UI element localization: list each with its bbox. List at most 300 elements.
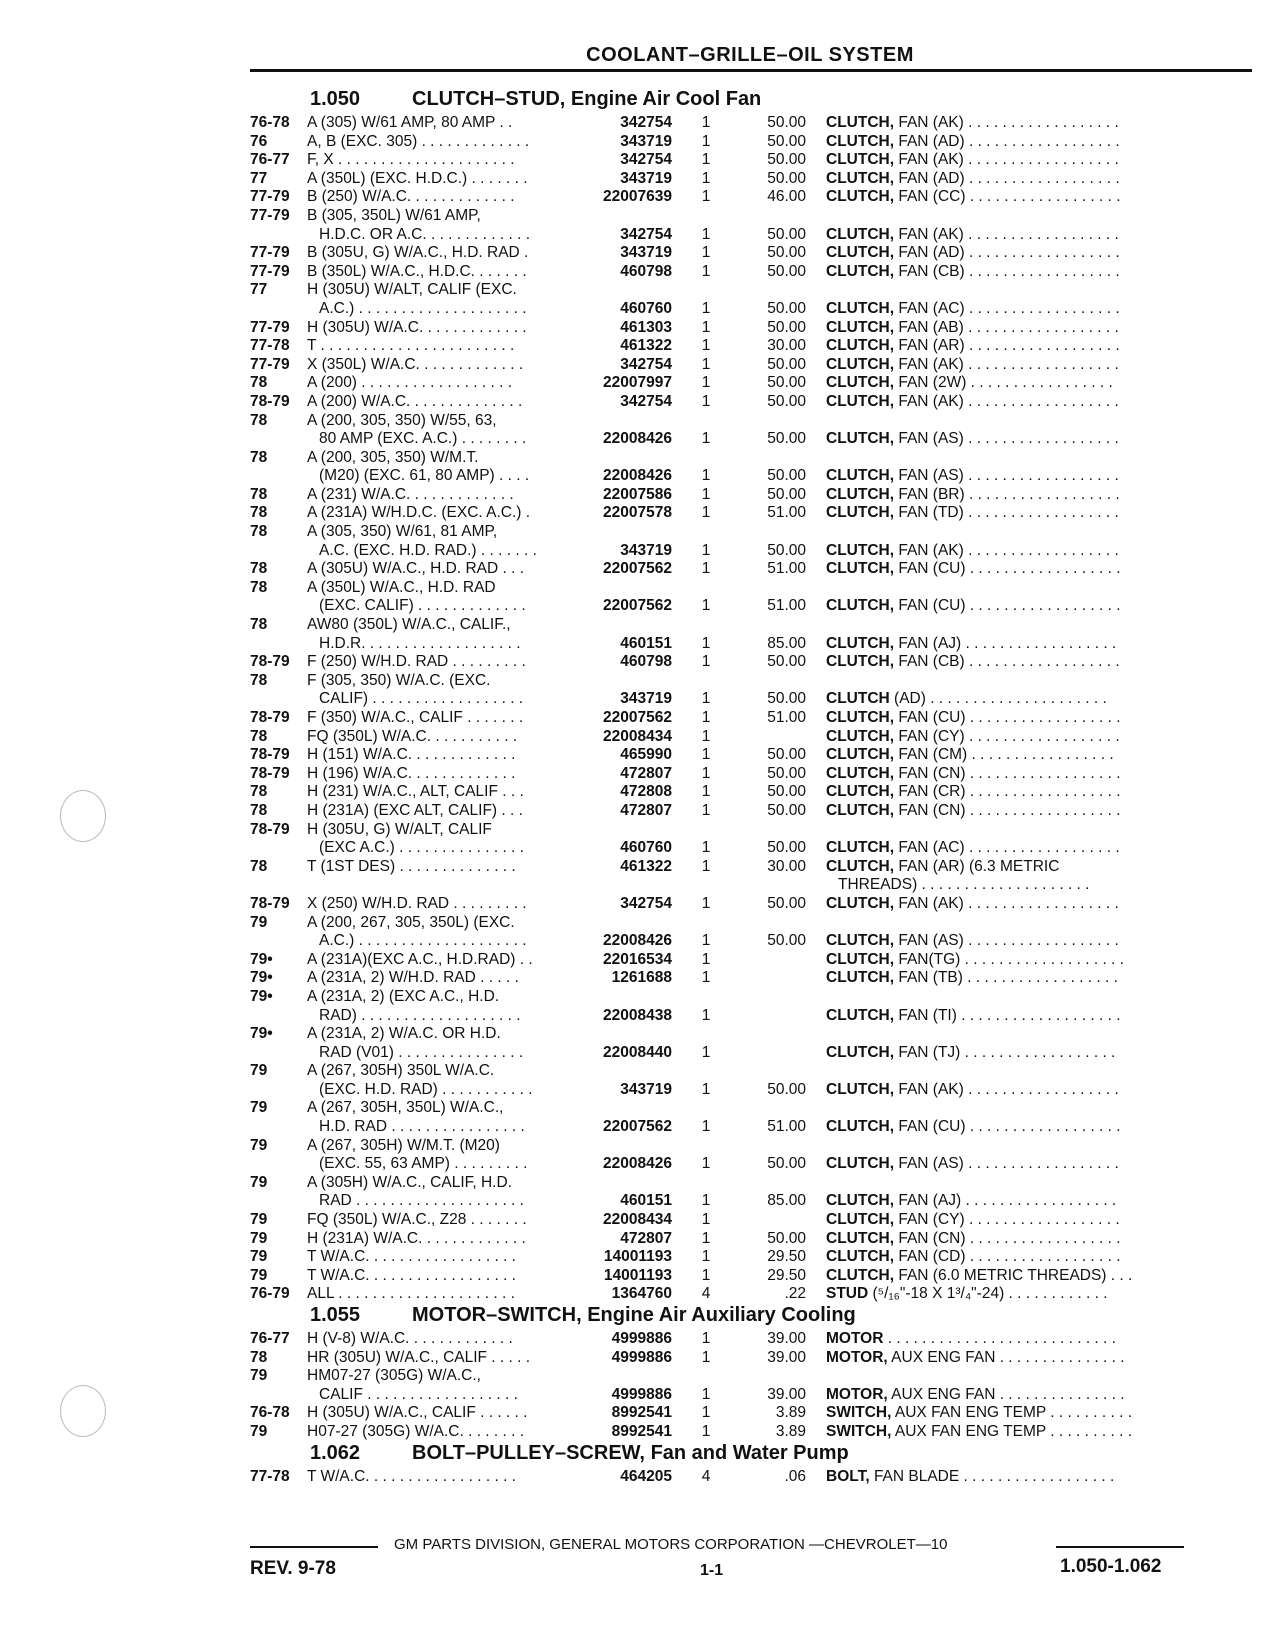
part-number: 342754	[620, 355, 672, 373]
part-number: 14001193	[603, 1266, 672, 1284]
quantity: 1	[701, 1404, 711, 1422]
part-number: 22007586	[603, 485, 672, 503]
application: A (200) . . . . . . . . . . . . . . . . . .	[307, 374, 513, 392]
description-keyword: CLUTCH,	[826, 169, 895, 187]
description-keyword: CLUTCH,	[826, 1211, 895, 1229]
model-year: 77-78	[250, 1467, 290, 1485]
description-keyword: CLUTCH,	[826, 894, 895, 912]
part-number: 1261688	[611, 969, 672, 987]
description-text: FAN (AJ) . . . . . . . . . . . . . . . . . .	[898, 1192, 1117, 1210]
description-keyword: CLUTCH,	[826, 839, 895, 857]
description-text: . . . . . . . . . . . . . . . . . . . . . . . . . . .	[887, 1330, 1116, 1347]
application: (EXC A.C.) . . . . . . . . . . . . . . .	[319, 839, 524, 857]
description-keyword: CLUTCH,	[826, 857, 895, 875]
parts-row	[0, 1248, 1280, 1267]
quantity: 1	[701, 151, 711, 169]
description-keyword: CLUTCH,	[826, 114, 895, 131]
quantity: 1	[701, 560, 711, 578]
description	[826, 858, 1186, 877]
description-keyword: CLUTCH,	[826, 355, 895, 373]
parts-row	[0, 709, 1280, 728]
description	[826, 1211, 1186, 1230]
model-year: 78-79	[250, 392, 290, 410]
section-heading	[0, 1442, 1280, 1468]
parts-row	[0, 170, 1280, 189]
description-keyword: CLUTCH,	[826, 1229, 895, 1247]
price: 50.00	[767, 1229, 806, 1247]
parts-row	[0, 337, 1280, 356]
part-number: 460760	[620, 299, 672, 317]
parts-row	[0, 616, 1280, 635]
price: 50.00	[767, 114, 806, 131]
description	[826, 597, 1186, 616]
model-year: 79•	[250, 969, 273, 987]
description	[826, 839, 1186, 858]
model-year: 78	[250, 727, 268, 745]
description	[826, 1230, 1186, 1249]
quantity: 1	[701, 504, 711, 522]
model-year: 78	[250, 801, 268, 819]
parts-row	[0, 356, 1280, 375]
part-number: 343719	[620, 132, 672, 150]
quantity: 1	[701, 801, 711, 819]
price: 50.00	[767, 932, 806, 950]
quantity: 1	[701, 1006, 711, 1024]
application: FQ (350L) W/A.C., Z28 . . . . . . .	[307, 1211, 527, 1229]
description	[826, 467, 1186, 486]
parts-row	[0, 1025, 1280, 1044]
price: 50.00	[767, 151, 806, 169]
part-number: 22007578	[603, 504, 672, 522]
model-year: 77	[250, 169, 268, 187]
description-text: FAN (AK) . . . . . . . . . . . . . . . . . .	[898, 355, 1119, 373]
quantity: 1	[701, 783, 711, 801]
description-keyword: CLUTCH,	[826, 504, 895, 522]
model-year: 78	[250, 448, 268, 466]
application: F (250) W/H.D. RAD . . . . . . . . .	[307, 653, 526, 671]
model-year: 76-78	[250, 1404, 290, 1422]
quantity: 1	[701, 299, 711, 317]
parts-row	[0, 412, 1280, 431]
parts-row	[0, 1192, 1280, 1211]
part-number: 342754	[620, 225, 672, 243]
application: A (267, 305H, 350L) W/A.C.,	[307, 1099, 504, 1117]
parts-list	[0, 88, 1280, 1486]
description-keyword: CLUTCH,	[826, 746, 895, 764]
description-keyword: CLUTCH,	[826, 1266, 895, 1284]
part-number: 342754	[620, 151, 672, 169]
description-keyword: CLUTCH,	[826, 560, 895, 578]
parts-row	[0, 802, 1280, 821]
price: 50.00	[767, 169, 806, 187]
application: H (305U) W/A.C., CALIF . . . . . .	[307, 1404, 528, 1422]
application: A (305, 350) W/61, 81 AMP,	[307, 523, 498, 541]
section-subtitle: Fan and Water Pump	[650, 1441, 849, 1464]
description-text: FAN (AS) . . . . . . . . . . . . . . . . . .	[898, 467, 1119, 485]
part-number: 460151	[620, 1192, 672, 1210]
section-heading	[0, 88, 1280, 114]
quantity: 1	[701, 1211, 711, 1229]
description	[826, 746, 1186, 765]
model-year: 78-79	[250, 820, 290, 838]
part-number: 343719	[620, 541, 672, 559]
quantity: 1	[701, 1080, 711, 1098]
footer-org: GM PARTS DIVISION, GENERAL MOTORS CORPORATION —CHEVROLET—10	[394, 1536, 948, 1553]
model-year: 77-78	[250, 337, 290, 355]
description	[826, 690, 1186, 709]
model-year: 77-79	[250, 244, 290, 262]
parts-row	[0, 1285, 1280, 1304]
model-year: 78-79	[250, 764, 290, 782]
section-number: 1.055	[310, 1304, 361, 1326]
quantity: 1	[701, 114, 711, 131]
quantity: 1	[701, 392, 711, 410]
application: RAD . . . . . . . . . . . . . . . . . . . .	[319, 1192, 524, 1210]
quantity: 1	[701, 1266, 711, 1284]
description-text: FAN (CM) . . . . . . . . . . . . . . . . .	[898, 746, 1114, 764]
price: .06	[784, 1467, 806, 1485]
quantity: 1	[701, 188, 711, 206]
part-number: 460760	[620, 839, 672, 857]
description-keyword: CLUTCH,	[826, 1155, 895, 1173]
section-title-main: MOTOR–SWITCH,	[412, 1304, 582, 1326]
section-subtitle: Engine Air Cool Fan	[570, 88, 762, 110]
part-number: 461322	[620, 337, 672, 355]
model-year: 79	[250, 1248, 268, 1266]
price: 50.00	[767, 392, 806, 410]
quantity: 1	[701, 727, 711, 745]
price: 50.00	[767, 653, 806, 671]
application: RAD (V01) . . . . . . . . . . . . . . .	[319, 1043, 524, 1061]
price: 39.00	[767, 1330, 806, 1347]
parts-row	[0, 1099, 1280, 1118]
description	[826, 133, 1186, 152]
model-year: 77-79	[250, 188, 290, 206]
price: 46.00	[767, 188, 806, 206]
description-keyword: CLUTCH,	[826, 392, 895, 410]
model-year: 79	[250, 1367, 268, 1385]
description-keyword: CLUTCH,	[826, 188, 895, 206]
part-number: 14001193	[603, 1248, 672, 1266]
price: 50.00	[767, 894, 806, 912]
description	[826, 337, 1186, 356]
parts-row	[0, 932, 1280, 951]
description-text: FAN (AK) . . . . . . . . . . . . . . . . . .	[898, 1080, 1119, 1098]
quantity: 1	[701, 318, 711, 336]
model-year: 77-79	[250, 206, 290, 224]
description	[826, 1118, 1186, 1137]
quantity: 1	[701, 764, 711, 782]
price: 50.00	[767, 801, 806, 819]
price: 51.00	[767, 709, 806, 726]
model-year: 77-79	[250, 355, 290, 373]
parts-row	[0, 374, 1280, 393]
application: B (305U, G) W/A.C., H.D. RAD .	[307, 244, 529, 262]
description-text: FAN (BR) . . . . . . . . . . . . . . . . . .	[898, 485, 1120, 503]
price: 50.00	[767, 244, 806, 262]
application: F, X . . . . . . . . . . . . . . . . . . . . .	[307, 151, 515, 169]
description	[838, 876, 1198, 895]
model-year: 77	[250, 281, 268, 299]
part-number: 1364760	[611, 1285, 672, 1303]
application: CALIF) . . . . . . . . . . . . . . . . . .	[319, 690, 524, 708]
parts-row	[0, 1267, 1280, 1286]
price: 50.00	[767, 299, 806, 317]
parts-row	[0, 653, 1280, 672]
price: 50.00	[767, 764, 806, 782]
description	[826, 783, 1186, 802]
section-subtitle: Engine Air Auxiliary Cooling	[587, 1304, 856, 1326]
part-number: 342754	[620, 114, 672, 131]
description	[826, 1267, 1186, 1286]
description-text: FAN (AD) . . . . . . . . . . . . . . . . . .	[898, 169, 1120, 187]
application: 80 AMP (EXC. A.C.) . . . . . . . .	[319, 430, 527, 448]
model-year: 79	[250, 1099, 268, 1117]
description-text: FAN (6.0 METRIC THREADS) . . .	[898, 1266, 1133, 1284]
description-text: FAN (AB) . . . . . . . . . . . . . . . . . .	[898, 318, 1119, 336]
section-title	[412, 88, 761, 111]
description	[826, 1404, 1186, 1423]
description-text: (AD) . . . . . . . . . . . . . . . . . . . . .	[894, 690, 1107, 708]
part-number: 22007562	[603, 597, 672, 615]
price: 39.00	[767, 1348, 806, 1366]
parts-row	[0, 858, 1280, 877]
description-keyword: CLUTCH,	[826, 299, 895, 317]
model-year: 78	[250, 411, 268, 429]
parts-row	[0, 1155, 1280, 1174]
description-keyword: MOTOR,	[826, 1348, 888, 1366]
description-keyword: CLUTCH,	[826, 151, 895, 169]
model-year: 78	[250, 671, 268, 689]
description-keyword: CLUTCH,	[826, 225, 895, 243]
parts-row	[0, 1062, 1280, 1081]
parts-row	[0, 1044, 1280, 1063]
application: HR (305U) W/A.C., CALIF . . . . .	[307, 1348, 531, 1366]
application: AW80 (350L) W/A.C., CALIF.,	[307, 616, 511, 634]
application: A (267, 305H) W/M.T. (M20)	[307, 1136, 500, 1154]
price: 3.89	[775, 1422, 806, 1440]
part-number: 472808	[620, 783, 672, 801]
application: (EXC. 55, 63 AMP) . . . . . . . . .	[319, 1155, 528, 1173]
quantity: 1	[701, 225, 711, 243]
application: A (200, 305, 350) W/55, 63,	[307, 411, 497, 429]
description	[826, 653, 1186, 672]
description-text: FAN (AK) . . . . . . . . . . . . . . . . . .	[898, 392, 1119, 410]
section-number: 1.062	[310, 1441, 361, 1464]
description	[826, 1386, 1186, 1405]
model-year: 76-77	[250, 151, 290, 169]
model-year: 78	[250, 504, 268, 522]
description-text: FAN (AJ) . . . . . . . . . . . . . . . . . .	[898, 634, 1117, 652]
application: H (151) W/A.C. . . . . . . . . . . . .	[307, 746, 516, 764]
section-range: 1.050-1.062	[1060, 1556, 1162, 1577]
part-number: 22008438	[603, 1006, 672, 1024]
application: FQ (350L) W/A.C. . . . . . . . . . .	[307, 727, 518, 745]
parts-row	[0, 226, 1280, 245]
application: T W/A.C. . . . . . . . . . . . . . . . . .	[307, 1266, 516, 1284]
parts-row	[0, 635, 1280, 654]
part-number: 343719	[620, 244, 672, 262]
parts-row	[0, 263, 1280, 282]
quantity: 1	[701, 1385, 711, 1403]
parts-row	[0, 449, 1280, 468]
model-year: 79•	[250, 950, 273, 968]
revision-label: REV. 9-78	[250, 1558, 336, 1579]
quantity: 1	[701, 1422, 711, 1440]
description-text: FAN (CY) . . . . . . . . . . . . . . . . . .	[898, 1211, 1120, 1229]
model-year: 78	[250, 485, 268, 503]
parts-row	[0, 1137, 1280, 1156]
application: B (305, 350L) W/61 AMP,	[307, 206, 481, 224]
application: (EXC. H.D. RAD) . . . . . . . . . . .	[319, 1080, 533, 1098]
model-year: 79•	[250, 987, 273, 1005]
application: T . . . . . . . . . . . . . . . . . . . . . . .	[307, 337, 515, 355]
parts-row	[0, 430, 1280, 449]
application: H (V-8) W/A.C. . . . . . . . . . . . .	[307, 1330, 513, 1347]
price: 51.00	[767, 504, 806, 522]
price: 39.00	[767, 1385, 806, 1403]
model-year: 78	[250, 374, 268, 392]
part-number: 8992541	[611, 1404, 672, 1422]
parts-row	[0, 1423, 1280, 1442]
parts-row	[0, 1468, 1280, 1487]
description	[826, 1248, 1186, 1267]
application: H (305U) W/ALT, CALIF (EXC.	[307, 281, 517, 299]
application: A (231A)(EXC A.C., H.D.RAD) . .	[307, 950, 533, 968]
application: H (305U, G) W/ALT, CALIF	[307, 820, 492, 838]
description	[826, 263, 1186, 282]
model-year: 76	[250, 132, 268, 150]
quantity: 1	[701, 1248, 711, 1266]
model-year: 77-79	[250, 262, 290, 280]
description-text: FAN (AC) . . . . . . . . . . . . . . . . . .	[898, 299, 1120, 317]
quantity: 1	[701, 485, 711, 503]
parts-row	[0, 1349, 1280, 1368]
description-keyword: CLUTCH,	[826, 764, 895, 782]
description	[826, 969, 1186, 988]
parts-row	[0, 839, 1280, 858]
parts-row	[0, 597, 1280, 616]
description-keyword: CLUTCH,	[826, 1118, 895, 1136]
description-text: FAN (CB) . . . . . . . . . . . . . . . . . .	[898, 262, 1120, 280]
description-text: FAN (AK) . . . . . . . . . . . . . . . . . .	[898, 541, 1119, 559]
model-year: 78-79	[250, 653, 290, 671]
description-text: FAN (AD) . . . . . . . . . . . . . . . . . .	[898, 132, 1120, 150]
parts-row	[0, 523, 1280, 542]
application: A (305) W/61 AMP, 80 AMP . .	[307, 114, 513, 131]
part-number: 22016534	[603, 950, 672, 968]
part-number: 472807	[620, 801, 672, 819]
part-number: 22008426	[603, 430, 672, 448]
description	[826, 374, 1186, 393]
parts-row	[0, 1007, 1280, 1026]
part-number: 22007562	[603, 1118, 672, 1136]
part-number: 8992541	[611, 1422, 672, 1440]
description	[826, 1285, 1186, 1304]
model-year: 79	[250, 1422, 268, 1440]
description-text: FAN (TB) . . . . . . . . . . . . . . . . . .	[898, 969, 1118, 987]
application: H (231A) (EXC ALT, CALIF) . . .	[307, 801, 523, 819]
description	[826, 895, 1186, 914]
parts-row	[0, 467, 1280, 486]
description-keyword: CLUTCH,	[826, 1248, 895, 1266]
application: F (350) W/A.C., CALIF . . . . . . .	[307, 709, 524, 726]
price: 50.00	[767, 374, 806, 392]
application: A (231) W/A.C. . . . . . . . . . . . .	[307, 485, 514, 503]
application: X (250) W/H.D. RAD . . . . . . . . .	[307, 894, 527, 912]
price: 50.00	[767, 783, 806, 801]
application: T (1ST DES) . . . . . . . . . . . . . .	[307, 857, 516, 875]
description-text: FAN (AS) . . . . . . . . . . . . . . . . . .	[898, 1155, 1119, 1173]
quantity: 1	[701, 894, 711, 912]
parts-row	[0, 133, 1280, 152]
section-title	[412, 1442, 849, 1465]
parts-row	[0, 560, 1280, 579]
description	[826, 1044, 1186, 1063]
parts-row	[0, 393, 1280, 412]
parts-row	[0, 300, 1280, 319]
description-keyword: CLUTCH,	[826, 653, 895, 671]
part-number: 460798	[620, 262, 672, 280]
model-year: 79	[250, 1266, 268, 1284]
description-keyword: CLUTCH	[826, 690, 890, 708]
parts-row	[0, 504, 1280, 523]
description-keyword: MOTOR,	[826, 1385, 888, 1403]
price: 50.00	[767, 690, 806, 708]
model-year: 79	[250, 1211, 268, 1229]
description-text: FAN (2W) . . . . . . . . . . . . . . . . .	[898, 374, 1113, 392]
description-text: FAN (TJ) . . . . . . . . . . . . . . . . . .	[898, 1043, 1116, 1061]
quantity: 1	[701, 857, 711, 875]
parts-row	[0, 151, 1280, 170]
description-text: FAN(TG) . . . . . . . . . . . . . . . . . . .	[898, 950, 1124, 968]
quantity: 1	[701, 690, 711, 708]
description	[826, 1192, 1186, 1211]
application: T W/A.C. . . . . . . . . . . . . . . . . .	[307, 1467, 516, 1485]
parts-row	[0, 188, 1280, 207]
application: A (231A, 2) W/H.D. RAD . . . . .	[307, 969, 519, 987]
quantity: 1	[701, 1155, 711, 1173]
description-keyword: CLUTCH,	[826, 374, 895, 392]
application: A (200, 305, 350) W/M.T.	[307, 448, 479, 466]
description	[826, 1330, 1186, 1349]
description	[826, 319, 1186, 338]
parts-row	[0, 114, 1280, 133]
application: H (305U) W/A.C. . . . . . . . . . . . .	[307, 318, 527, 336]
price: 50.00	[767, 1080, 806, 1098]
section-number: 1.050	[310, 88, 361, 110]
model-year: 79•	[250, 1025, 273, 1043]
application: A (350L) (EXC. H.D.C.) . . . . . . .	[307, 169, 528, 187]
part-number: 461322	[620, 857, 672, 875]
model-year: 78	[250, 560, 268, 578]
price: 50.00	[767, 318, 806, 336]
description	[826, 1468, 1186, 1487]
description	[826, 486, 1186, 505]
quantity: 1	[701, 1330, 711, 1347]
part-number: 343719	[620, 169, 672, 187]
description-text: FAN (AR) (6.3 METRIC	[898, 857, 1060, 875]
binder-hole-mark	[60, 1385, 106, 1437]
description-text: AUX ENG FAN . . . . . . . . . . . . . . .	[891, 1348, 1125, 1366]
price: 50.00	[767, 467, 806, 485]
quantity: 4	[701, 1285, 711, 1303]
model-year: 79	[250, 1173, 268, 1191]
model-year: 79	[250, 913, 268, 931]
footer-rule-left	[250, 1546, 378, 1548]
description	[826, 114, 1186, 133]
parts-row	[0, 728, 1280, 747]
